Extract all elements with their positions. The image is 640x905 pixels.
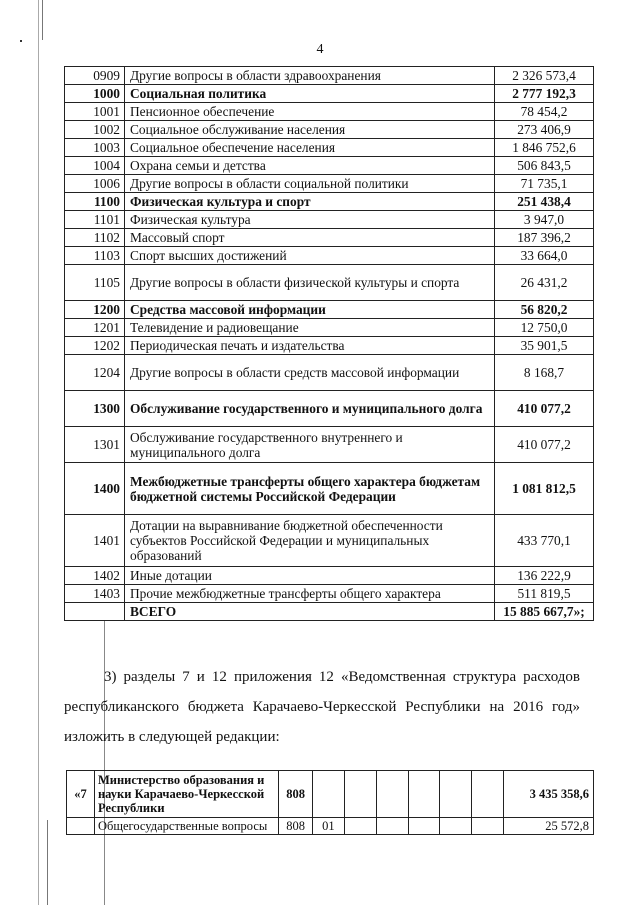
empty-cell — [408, 818, 440, 835]
budget-row — [65, 229, 594, 247]
budget-row-code: 1100 — [65, 193, 125, 211]
budget-row-code: 1300 — [65, 391, 125, 427]
budget-row-code: 1105 — [65, 265, 125, 301]
budget-row-amount: 2 777 192,3 — [495, 85, 594, 103]
department-row-name: Общегосударственные вопросы — [94, 818, 278, 835]
empty-cell — [376, 771, 408, 818]
budget-row-code: 1401 — [65, 515, 125, 567]
budget-row — [65, 391, 594, 427]
empty-cell — [344, 771, 376, 818]
paragraph-line-1: 3) разделы 7 и 12 приложения 12 «Ведомственная структура расходов — [104, 669, 580, 685]
budget-row — [65, 67, 594, 85]
budget-row-name: Пенсионное обеспечение — [125, 103, 495, 121]
department-row-code: 808 — [279, 818, 313, 835]
budget-row-code: 1103 — [65, 247, 125, 265]
budget-row — [65, 355, 594, 391]
budget-row — [65, 193, 594, 211]
budget-row-amount: 3 947,0 — [495, 211, 594, 229]
department-number: «7 — [67, 771, 95, 818]
budget-row-amount: 1 081 812,5 — [495, 463, 594, 515]
paragraph-line-3: изложить в следующей редакции: — [64, 729, 280, 745]
budget-row — [65, 265, 594, 301]
budget-row — [65, 585, 594, 603]
budget-row-name: Охрана семьи и детства — [125, 157, 495, 175]
budget-row-amount: 410 077,2 — [495, 427, 594, 463]
budget-row-amount: 410 077,2 — [495, 391, 594, 427]
budget-row-code: 1004 — [65, 157, 125, 175]
budget-row-name: Физическая культура и спорт — [125, 193, 495, 211]
budget-row-code: 1006 — [65, 175, 125, 193]
budget-row-name: Социальное обеспечение населения — [125, 139, 495, 157]
scan-artifact-line — [42, 0, 43, 40]
budget-row-code: 1002 — [65, 121, 125, 139]
budget-row-name: Социальное обслуживание населения — [125, 121, 495, 139]
budget-row — [65, 139, 594, 157]
budget-row — [65, 567, 594, 585]
budget-row-amount: 33 664,0 — [495, 247, 594, 265]
budget-row-code: 1400 — [65, 463, 125, 515]
budget-row-code: 1200 — [65, 301, 125, 319]
budget-row-name: Периодическая печать и издательства — [125, 337, 495, 355]
budget-row — [65, 211, 594, 229]
budget-row-amount: 273 406,9 — [495, 121, 594, 139]
budget-row — [65, 427, 594, 463]
budget-row-amount: 56 820,2 — [495, 301, 594, 319]
department-row — [67, 818, 594, 835]
budget-row-name: Прочие межбюджетные трансферты общего характера — [125, 585, 495, 603]
budget-row-amount: 251 438,4 — [495, 193, 594, 211]
budget-row — [65, 515, 594, 567]
budget-row-code: 1101 — [65, 211, 125, 229]
budget-row-name: Обслуживание государственного и муниципального долга — [125, 391, 495, 427]
total-amount: 15 885 667,7»; — [495, 603, 594, 621]
department-row-section: 01 — [313, 818, 345, 835]
budget-row-amount: 136 222,9 — [495, 567, 594, 585]
budget-row-name: Спорт высших достижений — [125, 247, 495, 265]
budget-row-name: Физическая культура — [125, 211, 495, 229]
empty-cell — [440, 771, 472, 818]
budget-row-amount: 511 819,5 — [495, 585, 594, 603]
budget-row — [65, 157, 594, 175]
budget-row — [65, 301, 594, 319]
budget-row — [65, 463, 594, 515]
budget-row — [65, 319, 594, 337]
budget-row-amount: 26 431,2 — [495, 265, 594, 301]
budget-row-name: Другие вопросы в области физической культуры и спорта — [125, 265, 495, 301]
empty-cell — [313, 771, 345, 818]
page-number: 4 — [316, 42, 324, 57]
budget-row-code: 1201 — [65, 319, 125, 337]
budget-row-name: Другие вопросы в области средств массовой информации — [125, 355, 495, 391]
empty-cell — [472, 818, 504, 835]
budget-row-amount: 1 846 752,6 — [495, 139, 594, 157]
empty-cell — [67, 818, 95, 835]
budget-row-name: Телевидение и радиовещание — [125, 319, 495, 337]
budget-row-name: Обслуживание государственного внутреннего и муниципального долга — [125, 427, 495, 463]
budget-row-code: 1003 — [65, 139, 125, 157]
department-table — [66, 770, 594, 835]
budget-row-name: Иные дотации — [125, 567, 495, 585]
budget-row-name: Межбюджетные трансферты общего характера бюджетам бюджетной системы Российской Федерации — [125, 463, 495, 515]
budget-row-name: Другие вопросы в области социальной политики — [125, 175, 495, 193]
budget-row — [65, 121, 594, 139]
budget-row-code: 1301 — [65, 427, 125, 463]
budget-row-name: Средства массовой информации — [125, 301, 495, 319]
paragraph-line-2: республиканского бюджета Карачаево-Черкесской Республики на 2016 год» — [64, 699, 580, 715]
budget-row-amount: 35 901,5 — [495, 337, 594, 355]
budget-row-code: 1000 — [65, 85, 125, 103]
department-row-amount: 25 572,8 — [504, 818, 594, 835]
total-label: ВСЕГО — [125, 603, 495, 621]
budget-row-code: 1001 — [65, 103, 125, 121]
budget-row — [65, 175, 594, 193]
budget-row-code: 1204 — [65, 355, 125, 391]
budget-row-name: Социальная политика — [125, 85, 495, 103]
budget-row — [65, 247, 594, 265]
budget-row-amount: 78 454,2 — [495, 103, 594, 121]
budget-row-amount: 433 770,1 — [495, 515, 594, 567]
budget-row-amount: 2 326 573,4 — [495, 67, 594, 85]
department-head-row — [67, 771, 594, 818]
empty-cell — [344, 818, 376, 835]
budget-row-amount: 8 168,7 — [495, 355, 594, 391]
department-amount: 3 435 358,6 — [504, 771, 594, 818]
budget-row-code: 1102 — [65, 229, 125, 247]
budget-row-code: 1402 — [65, 567, 125, 585]
department-name: Министерство образования и науки Карачаево-Черкесской Республики — [94, 771, 278, 818]
budget-row-amount: 71 735,1 — [495, 175, 594, 193]
empty-cell — [376, 818, 408, 835]
department-code: 808 — [279, 771, 313, 818]
budget-row — [65, 337, 594, 355]
scan-artifact-line — [38, 0, 39, 905]
empty-cell — [408, 771, 440, 818]
budget-row-code: 1202 — [65, 337, 125, 355]
budget-row — [65, 85, 594, 103]
budget-row-name: Массовый спорт — [125, 229, 495, 247]
budget-row-name: Другие вопросы в области здравоохранения — [125, 67, 495, 85]
budget-row-amount: 187 396,2 — [495, 229, 594, 247]
total-code-cell — [65, 603, 125, 621]
empty-cell — [440, 818, 472, 835]
budget-table — [64, 66, 594, 621]
budget-row-code: 1403 — [65, 585, 125, 603]
budget-row-code: 0909 — [65, 67, 125, 85]
budget-row — [65, 103, 594, 121]
budget-row-amount: 506 843,5 — [495, 157, 594, 175]
budget-row-name: Дотации на выравнивание бюджетной обеспеченности субъектов Российской Федерации и муниципальных образований — [125, 515, 495, 567]
empty-cell — [472, 771, 504, 818]
budget-row-amount: 12 750,0 — [495, 319, 594, 337]
scan-artifact-line — [47, 820, 48, 905]
total-row — [65, 603, 594, 621]
